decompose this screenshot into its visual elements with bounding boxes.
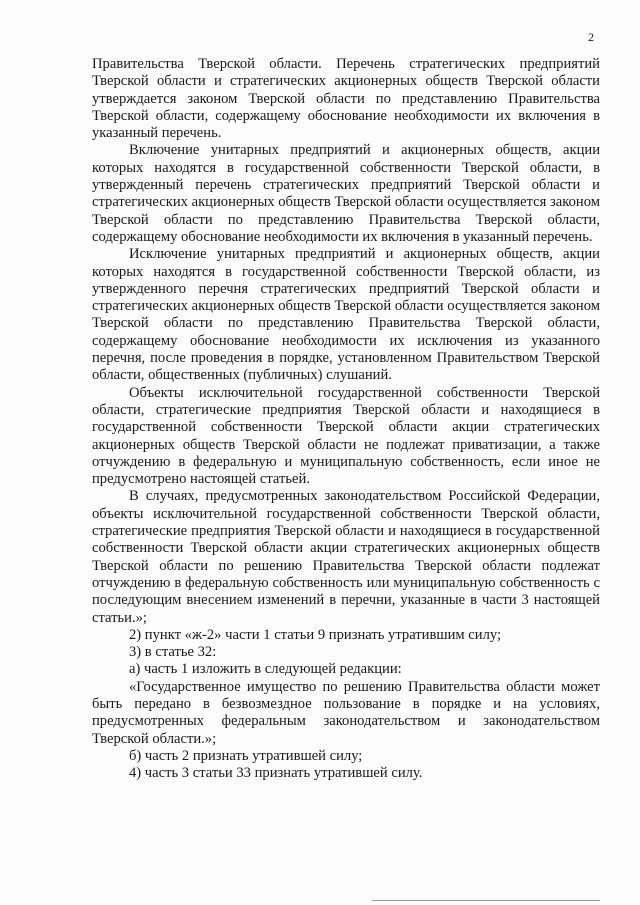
footer-divider [372,900,600,901]
paragraph: 4) часть 3 статьи 33 признать утратившей силу. [129,765,423,782]
paragraph: 2) пункт «ж-2» части 1 статьи 9 признать утратившим силу; [129,626,502,643]
document-body [92,56,600,782]
paragraph: Правительства Тверской области. Перечень стратегических предприятий Тверской области и стратегических акционерных обществ Тверской области утверждается законом Тверской области по представлению Правительства Тверской области, содержащему обоснование необходимости их включения в указанный перечень. [92,56,600,142]
paragraph: 3) в статье 32: [129,644,217,661]
paragraph: а) часть 1 изложить в следующей редакции: [129,661,402,678]
paragraph: Объекты исключительной государственной собственности Тверской области, стратегические предприятия Тверской области и находящиеся в государственной собственности Тверской области акции стратегических акционерных обществ Тверской области не подлежат приватизации, а также отчуждению в федеральную и муниципальную собственность, если иное не предусмотрено настоящей статьей. [92,384,600,488]
paragraph: В случаях, предусмотренных законодательством Российской Федерации, объекты исключительной государственной собственности Тверской области, стратегические предприятия Тверской области и находящиеся в государственной собственности Тверской области акции стратегических акционерных обществ Тверской области по решению Правительства Тверской области подлежат отчуждению в федеральную собственность или муниципальную собственность с последующим внесением изменений в перечни, указанные в части 3 настоящей статьи.»; [92,488,600,626]
paragraph: Включение унитарных предприятий и акционерных обществ, акции которых находятся в государственной собственности Тверской области, в утвержденный перечень стратегических предприятий Тверской области и стратегических акционерных обществ Тверской области осуществляется законом Тверской области по представлению Правительства Тверской области, содержащему обоснование необходимости их включения в указанный перечень. [92,142,600,245]
paragraph: б) часть 2 признать утратившей силу; [129,747,363,764]
paragraph: Исключение унитарных предприятий и акционерных обществ, акции которых находятся в государственной собственности Тверской области, из утвержденного перечня стратегических предприятий Тверской области и стратегических акционерных обществ Тверской области осуществляется законом Тверской области по представлению Правительства Тверской области, содержащему обоснование необходимости их исключения из указанного перечня, после проведения в порядке, установленном Правительством Тверской области, общественных (публичных) слушаний. [92,246,600,384]
paragraph: «Государственное имущество по решению Правительства области может быть передано в безвозмездное пользование в порядке и на условиях, предусмотренных федеральным законодательством и законодательством Тверской области.»; [92,678,600,747]
page-number: 2 [588,30,594,44]
